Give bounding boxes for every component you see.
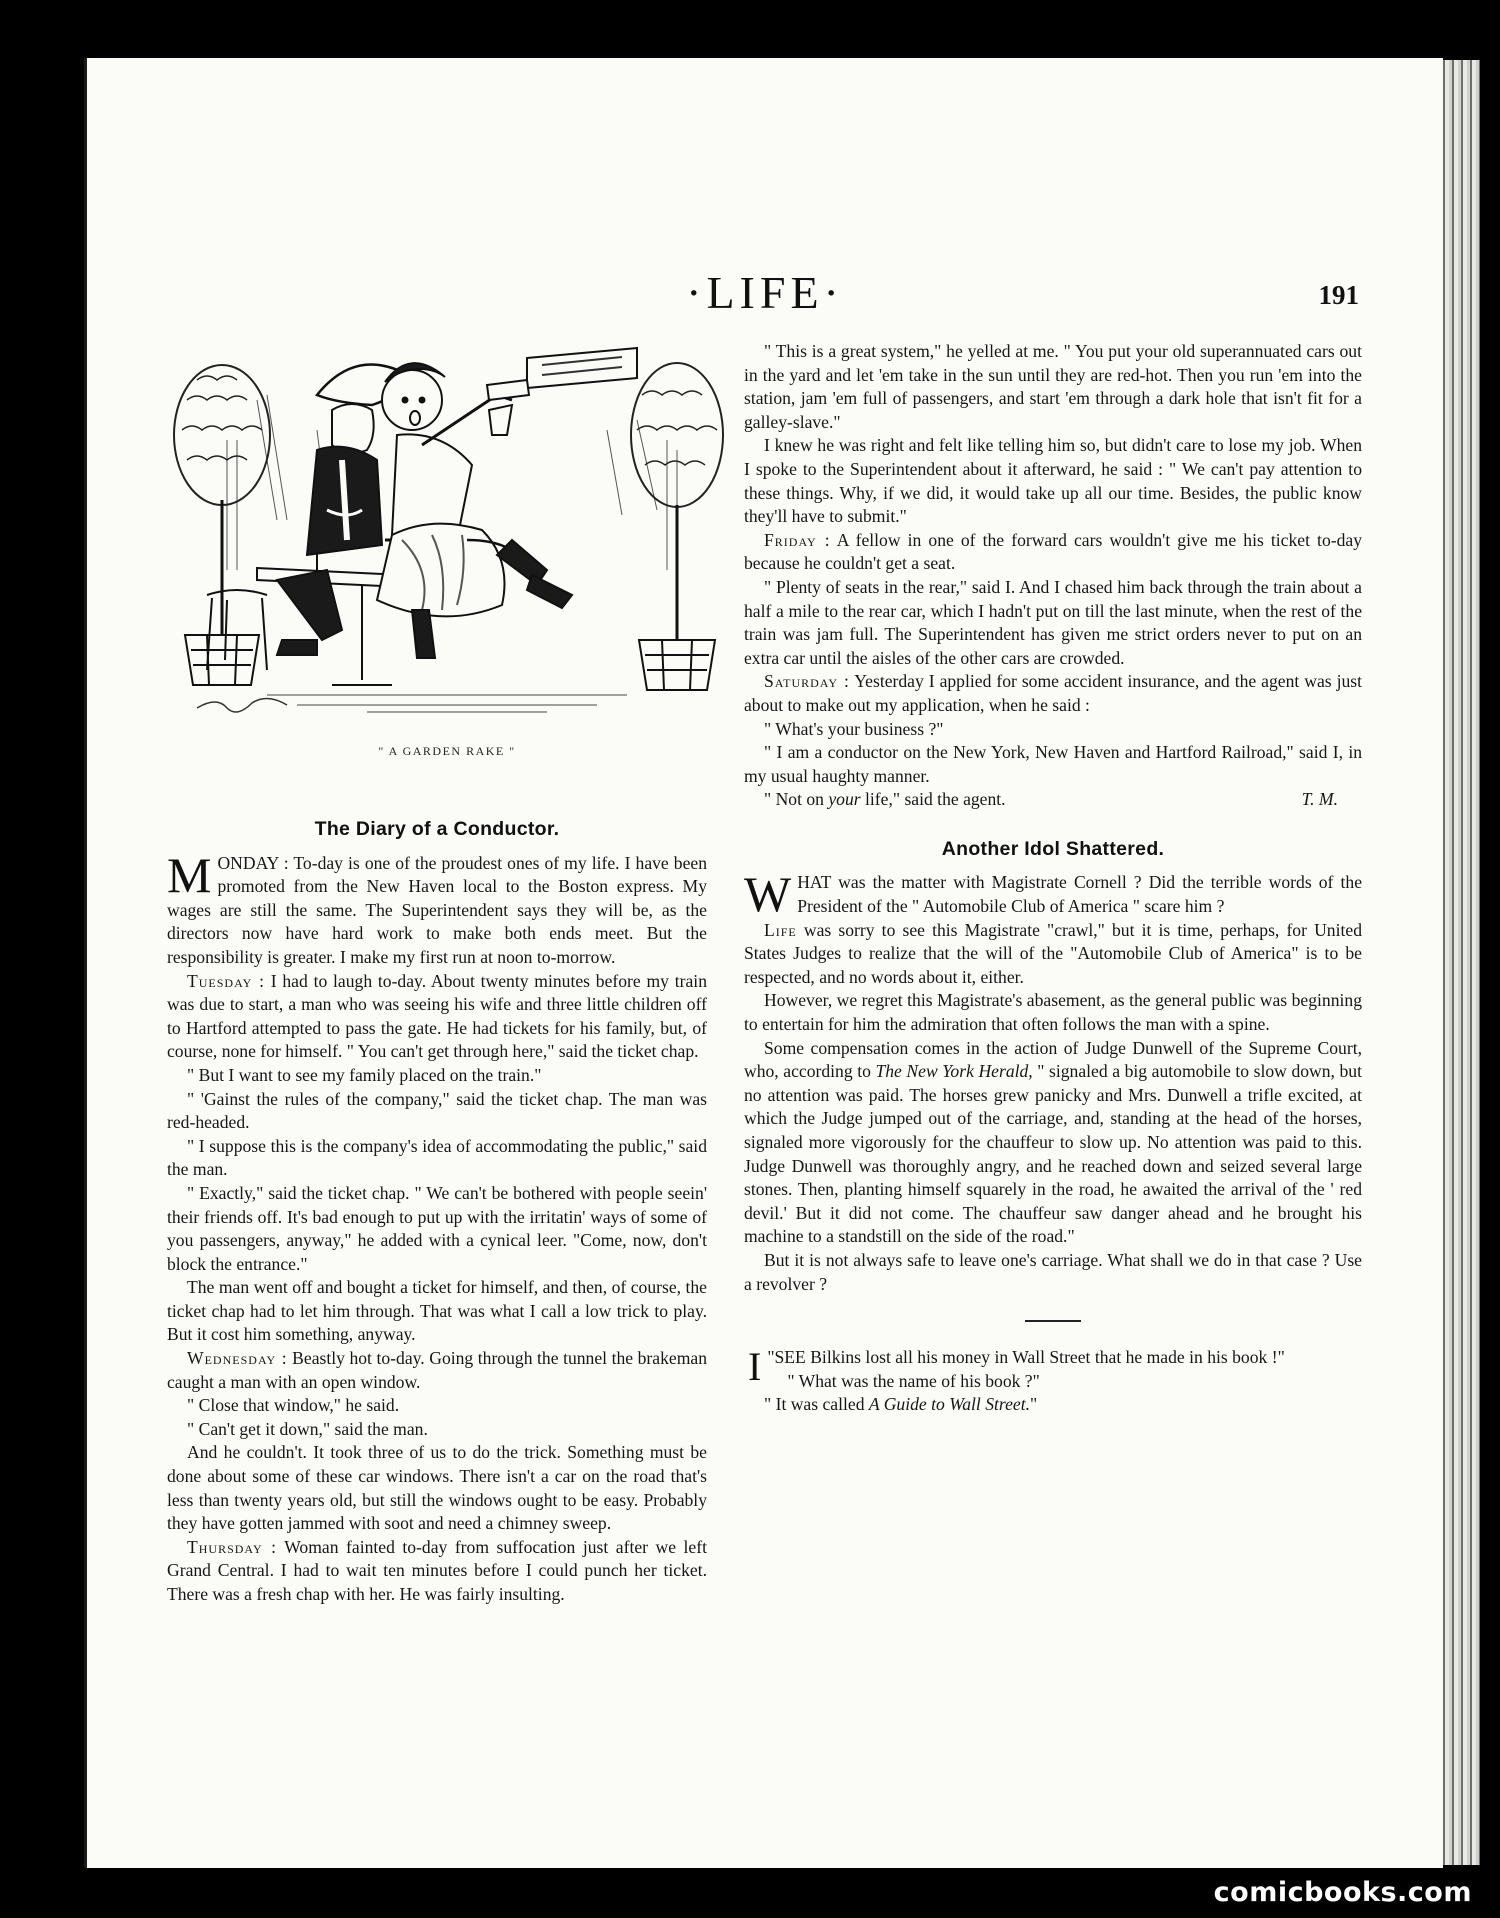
right-column bbox=[744, 340, 1362, 1417]
diary-paragraph-thursday: Thursday : Woman fainted to-day from suffocation just after we left Grand Central. I had to wait ten minutes before I could punch her ticket. There was a fresh chap with her. He was fairly insulting. bbox=[167, 1536, 707, 1604]
diary-paragraph: " Can't get it down," said the man. bbox=[187, 1418, 428, 1439]
drop-cap: M bbox=[167, 846, 212, 903]
idol-paragraph: Life was sorry to see this Magistrate "crawl," but it is time, perhaps, for United States Judges to realize that the will of the "Automobile Club of America" is to be respected, and no words about it, either. bbox=[744, 919, 1362, 987]
site-watermark: comicbooks.com bbox=[1213, 1877, 1472, 1908]
diary-paragraph: " Close that window," he said. bbox=[187, 1395, 400, 1416]
page-edge bbox=[1440, 60, 1480, 1865]
diary-paragraph: And he couldn't. It took three of us to do the trick. Something must be done about some of these car windows. There isn't a car on the road that's less than twenty years old, but still the windows ought to be easy. Probably they have gotten jammed with soot and need a chimney sweep. bbox=[167, 1442, 707, 1534]
drop-cap: W bbox=[744, 866, 792, 923]
joke-paragraph: " It was called A Guide to Wall Street." bbox=[764, 1394, 1038, 1415]
section-divider bbox=[1025, 1320, 1081, 1322]
diary-paragraph: " But I want to see my family placed on the train." bbox=[187, 1064, 542, 1085]
illustration-caption: " A GARDEN RAKE " bbox=[378, 744, 516, 758]
woman-figure bbox=[377, 363, 572, 658]
diary-paragraph: " 'Gainst the rules of the company," said the ticket chap. The man was red-headed. bbox=[167, 1088, 707, 1133]
diary-paragraph-friday: Friday : A fellow in one of the forward cars wouldn't give me his ticket to-day because he couldn't get a seat. bbox=[744, 529, 1362, 574]
diary-paragraph: " Exactly," said the ticket chap. " We can't be bothered with people seein' their friends off. It's bad enough to put up with the irritatin' ways of some of you passengers, anyway," he added with a cynical leer. "Come, now, don't block the entrance." bbox=[167, 1182, 707, 1274]
joke-paragraph: " I SEE Bilkins lost all his money in Wall Street that he made in his book !" bbox=[748, 1344, 1285, 1390]
diary-paragraph: " What's your business ?" bbox=[764, 718, 944, 739]
idol-paragraph: Some compensation comes in the action of Judge Dunwell of the Supreme Court, who, according to The New York Herald, " signaled a big automobile to slow down, but no attention was paid. The horses grew panicky and Mrs. Dunwell a trifle excited, at which the Judge jumped out of the carriage, and, standing at the head of the horses, signaled more vigorously for the chauffeur to slow up. No attention was paid to this. Judge Dunwell was thoroughly angry, and he reached down and seized several large stones. Then, planting himself squarely in the road, he awaited the arrival of the ' red devil.' But it did not come. The chauffeur saw danger ahead and he brought his machine to a standstill on the side of the road." bbox=[744, 1037, 1362, 1247]
article-title-diary: The Diary of a Conductor. bbox=[314, 818, 560, 840]
joke-paragraph: " What was the name of his book ?" bbox=[787, 1370, 1040, 1391]
magazine-page bbox=[84, 58, 1443, 1868]
diary-paragraph: " I am a conductor on the New York, New Haven and Hartford Railroad," said I, in my usual haughty manner. bbox=[744, 742, 1362, 786]
idol-paragraph: WHAT was the matter with Magistrate Cornell ? Did the terrible words of the President of the " Automobile Club of America " scare him ? bbox=[744, 866, 1362, 923]
author-signature: T. M. bbox=[1301, 789, 1338, 810]
article-title-idol: Another Idol Shattered. bbox=[941, 837, 1165, 860]
diary-paragraph: I knew he was right and felt like telling him so, but didn't care to lose my job. When I spoke to the Superintendent about it afterward, he said : " We can't pay attention to these things. Why, if we did, it would take up all our time. Besides, the public know they'll have to submit." bbox=[744, 435, 1362, 527]
diary-paragraph-final: " Not on your life," said the agent. T. M. bbox=[744, 788, 1362, 812]
diary-paragraph-saturday: Saturday : Yesterday I applied for some accident insurance, and the agent was just about to make out my application, when he said : bbox=[744, 671, 1362, 715]
diary-paragraph-wednesday: Wednesday : Beastly hot to-day. Going through the tunnel the brakeman caught a man with an open window. bbox=[167, 1348, 707, 1392]
diary-paragraph-monday: MONDAY : To-day is one of the proudest ones of my life. I have been promoted from the New Haven local to the Boston express. My wages are still the same. The Superintendent says they will be, as the directors now have hard work to make both ends meet. But the responsibility is greater. I make my first run at noon to-morrow. bbox=[167, 846, 707, 967]
left-topiary-tree bbox=[174, 365, 270, 685]
idol-paragraph: But it is not always safe to leave one's carriage. What shall we do in that case ? Use a revolver ? bbox=[744, 1249, 1362, 1294]
diary-paragraph-tuesday: Tuesday : I had to laugh to-day. About twenty minutes before my train was due to start, a man who was seeing his wife and three little children off to Hartford attempted to pass the gate. He had tickets for his family, but, of course, none for himself. " You can't get through here," said the ticket chap. bbox=[167, 970, 707, 1062]
drop-cap: I bbox=[748, 1344, 762, 1390]
diary-paragraph: " Plenty of seats in the rear," said I. And I chased him back through the train about a half a mile to the rear car, which I hadn't put on till the last minute, when the rest of the train was jam full. The Superintendent has given me strict orders never to put on an extra car until the aisles of the other cars are crowded. bbox=[744, 576, 1362, 668]
diary-paragraph: " I suppose this is the company's idea of accommodating the public," said the man. bbox=[167, 1135, 707, 1180]
masthead-title: ·LIFE· bbox=[686, 267, 844, 318]
diary-paragraph: " This is a great system," he yelled at me. " You put your old superannuated cars out in the yard and let 'em take in the sun until they are red-hot. Then you run 'em into the station, jam 'em full of passengers, and start 'em through a dark hole that isn't fit for a galley-slave." bbox=[744, 341, 1362, 432]
diary-paragraph: The man went off and bought a ticket for himself, and then, of course, the ticket chap had to let him through. That was what I call a low trick to play. But it cost him something, anyway. bbox=[167, 1277, 707, 1345]
left-column bbox=[167, 818, 707, 1607]
idol-paragraph: However, we regret this Magistrate's abasement, as the general public was beginning to entertain for him the admiration that often follows the man with a spine. bbox=[744, 990, 1362, 1035]
right-topiary-tree bbox=[631, 363, 723, 690]
garden-rake-illustration bbox=[167, 340, 727, 725]
page-number: 191 bbox=[1318, 280, 1359, 310]
